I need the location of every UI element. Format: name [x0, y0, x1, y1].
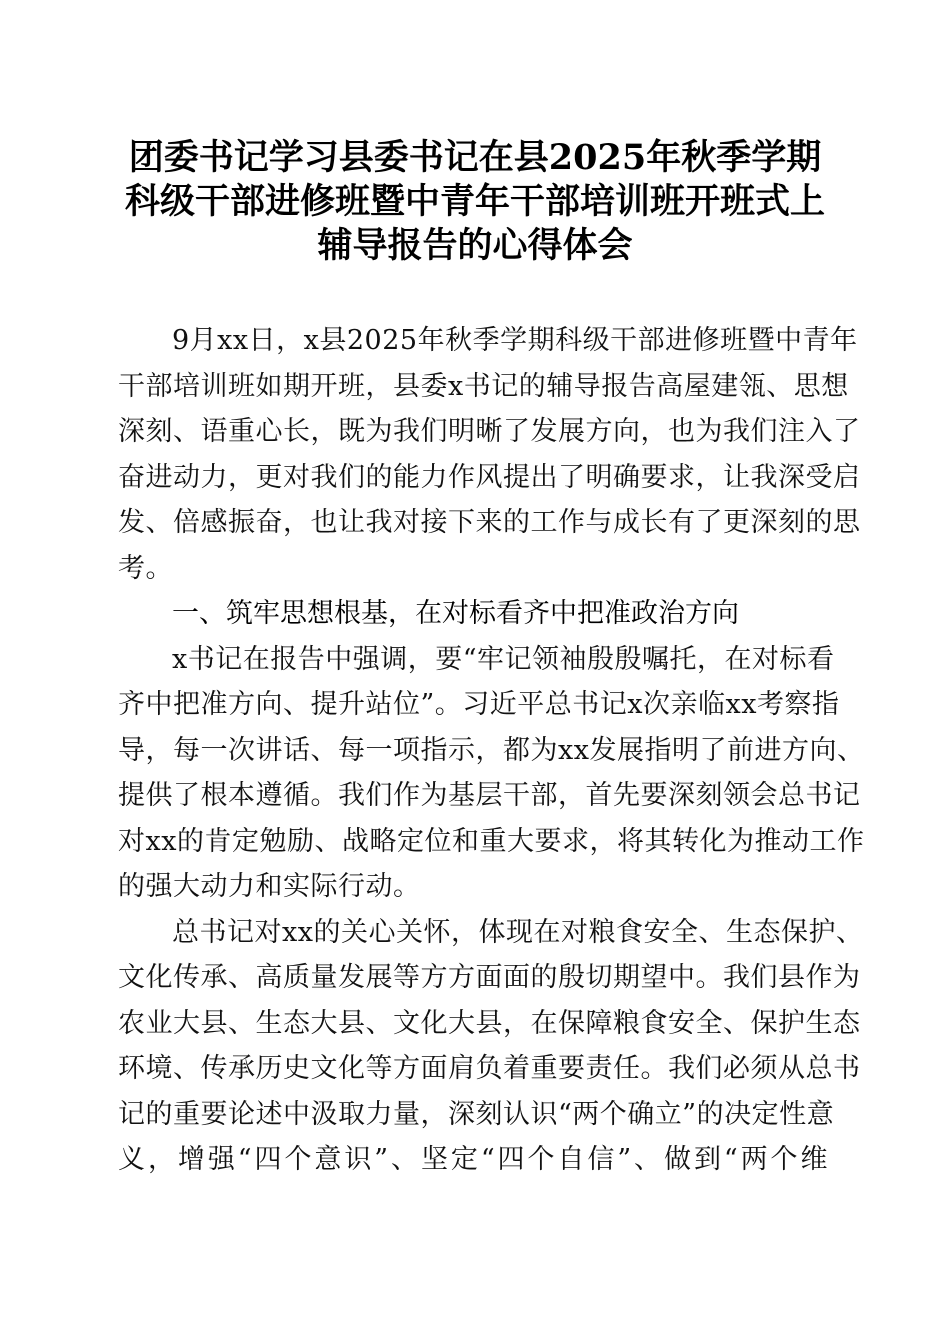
text-line: x书记在报告中强调，要“牢记领袖殷殷嘱托，在对标看	[172, 643, 835, 675]
text-line: 深刻、语重心长，既为我们明晰了发展方向，也为我们注入了	[118, 416, 861, 447]
section-heading-1: 一、筑牢思想根基，在对标看齐中把准政治方向	[172, 598, 739, 629]
title-line-1: 团委书记学习县委书记在县2025年秋季学期	[128, 137, 822, 178]
section-1-paragraph-1	[118, 637, 865, 910]
text-line: 总书记对xx的关心关怀，体现在对粮食安全、生态保护、	[172, 916, 864, 948]
document-body	[118, 318, 865, 1183]
section-1-paragraph-2	[118, 910, 864, 1183]
text-line: 干部培训班如期开班，县委x书记的辅导报告高屋建瓴、思想	[118, 370, 849, 402]
text-line: 发、倍感振奋，也让我对接下来的工作与成长有了更深刻的思	[118, 507, 861, 538]
text-line: 提供了根本遵循。我们作为基层干部，首先要深刻领会总书记	[118, 780, 861, 811]
text-line: 对xx的肯定勉励、战略定位和重大要求，将其转化为推动工作	[118, 825, 865, 857]
document-title	[100, 136, 850, 268]
title-line-2: 科级干部进修班暨中青年干部培训班开班式上	[124, 181, 825, 222]
text-line: 文化传承、高质量发展等方方面面的殷切期望中。我们县作为	[118, 962, 861, 993]
text-line: 奋进动力，更对我们的能力作风提出了明确要求，让我深受启	[118, 461, 861, 493]
title-line-3: 辅导报告的心得体会	[317, 225, 633, 266]
intro-paragraph	[118, 318, 861, 591]
text-line: 记的重要论述中汲取力量，深刻认识“两个确立”的决定性意	[118, 1098, 835, 1130]
text-line: 导，每一次讲话、每一项指示，都为xx发展指明了前进方向、	[118, 734, 865, 766]
text-line: 环境、传承历史文化等方面肩负着重要责任。我们必须从总书	[118, 1053, 861, 1084]
text-line: 9月xx日，x县2025年秋季学期科级干部进修班暨中青年	[172, 325, 858, 356]
text-line: 考。	[118, 552, 173, 584]
text-line: 齐中把准方向、提升站位”。习近平总书记x次亲临xx考察指	[118, 689, 840, 720]
text-line: 的强大动力和实际行动。	[118, 871, 421, 902]
text-line: 义，增强“四个意识”、坚定“四个自信”、做到“两个维	[118, 1144, 828, 1175]
text-line: 农业大县、生态大县、文化大县，在保障粮食安全、保护生态	[118, 1007, 861, 1039]
